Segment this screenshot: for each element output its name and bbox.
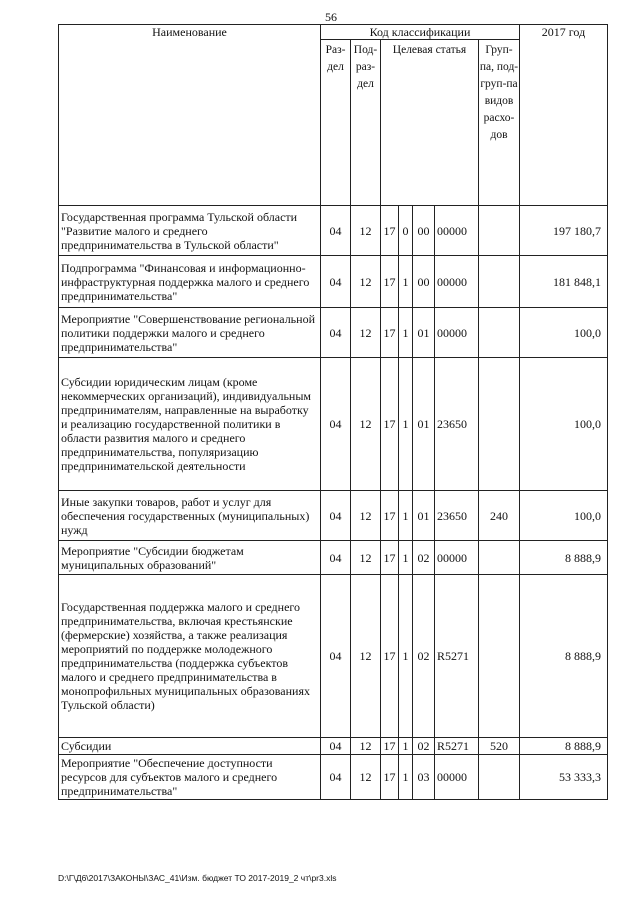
table-row [59, 755, 608, 800]
table-row [59, 541, 608, 575]
row-cs3: 02 [413, 541, 435, 575]
row-cs2: 1 [399, 575, 413, 738]
row-amount: 100,0 [520, 358, 608, 491]
row-razdel: 04 [321, 541, 351, 575]
row-amount: 100,0 [520, 491, 608, 541]
header-podrazdel: Под-раз-дел [351, 40, 381, 206]
row-cs2: 1 [399, 491, 413, 541]
row-cs2: 1 [399, 755, 413, 800]
row-cs4: 00000 [435, 308, 479, 358]
page-number: 56 [325, 10, 337, 24]
header-target: Целевая статья [381, 40, 479, 206]
header-razdel: Раз-дел [321, 40, 351, 206]
row-razdel: 04 [321, 491, 351, 541]
row-kvr [479, 755, 520, 800]
row-cs2: 1 [399, 738, 413, 755]
row-razdel: 04 [321, 738, 351, 755]
row-cs4: 23650 [435, 358, 479, 491]
row-amount: 181 848,1 [520, 256, 608, 308]
row-podrazdel: 12 [351, 256, 381, 308]
row-cs4: R5271 [435, 575, 479, 738]
row-amount: 8 888,9 [520, 541, 608, 575]
row-cs3: 01 [413, 491, 435, 541]
row-razdel: 04 [321, 206, 351, 256]
row-cs1: 17 [381, 256, 399, 308]
row-cs1: 17 [381, 308, 399, 358]
row-kvr [479, 256, 520, 308]
row-cs4: 00000 [435, 541, 479, 575]
row-kvr [479, 575, 520, 738]
row-name: Мероприятие "Совершенствование региональной политики поддержки малого и среднего предпринимательства" [59, 308, 321, 358]
row-razdel: 04 [321, 575, 351, 738]
table-row [59, 358, 608, 491]
row-name: Мероприятие "Обеспечение доступности ресурсов для субъектов малого и среднего предпринимательства" [59, 755, 321, 800]
row-cs3: 00 [413, 206, 435, 256]
row-name: Государственная поддержка малого и среднего предпринимательства, включая крестьянские (фермерские) хозяйства, а также реализация мероприятий по поддержке молодежного предпринимательства (поддержка субъектов малого и среднего предпринимательства в монопрофильных муниципальных образованиях Тульской области) [59, 575, 321, 738]
table-row [59, 256, 608, 308]
row-amount: 8 888,9 [520, 575, 608, 738]
row-razdel: 04 [321, 256, 351, 308]
row-kvr [479, 358, 520, 491]
row-amount: 53 333,3 [520, 755, 608, 800]
row-cs2: 1 [399, 308, 413, 358]
row-podrazdel: 12 [351, 358, 381, 491]
row-cs3: 03 [413, 755, 435, 800]
row-name: Субсидии [59, 738, 321, 755]
row-podrazdel: 12 [351, 738, 381, 755]
row-razdel: 04 [321, 358, 351, 491]
row-cs2: 1 [399, 541, 413, 575]
row-amount: 197 180,7 [520, 206, 608, 256]
header-name: Наименование [59, 25, 321, 206]
row-kvr [479, 541, 520, 575]
row-amount: 8 888,9 [520, 738, 608, 755]
table-row [59, 491, 608, 541]
row-cs4: 00000 [435, 755, 479, 800]
row-cs4: 00000 [435, 206, 479, 256]
row-cs1: 17 [381, 575, 399, 738]
row-cs1: 17 [381, 206, 399, 256]
row-cs4: 00000 [435, 256, 479, 308]
row-name: Субсидии юридическим лицам (кроме некоммерческих организаций), индивидуальным предпринимателям, направленные на выработку и реализацию государственной политики в области развития малого и среднего предпринимательства, популяризацию предпринимательской деятельности [59, 358, 321, 491]
table-row [59, 206, 608, 256]
row-cs2: 0 [399, 206, 413, 256]
row-cs1: 17 [381, 738, 399, 755]
row-kvr [479, 206, 520, 256]
row-name: Государственная программа Тульской области "Развитие малого и среднего предпринимательства в Тульской области" [59, 206, 321, 256]
row-cs1: 17 [381, 541, 399, 575]
row-cs2: 1 [399, 358, 413, 491]
row-cs3: 02 [413, 738, 435, 755]
row-cs4: R5271 [435, 738, 479, 755]
row-podrazdel: 12 [351, 491, 381, 541]
row-razdel: 04 [321, 308, 351, 358]
row-name: Подпрограмма "Финансовая и информационно-инфраструктурная поддержка малого и среднего предпринимательства" [59, 256, 321, 308]
row-name: Иные закупки товаров, работ и услуг для обеспечения государственных (муниципальных) нужд [59, 491, 321, 541]
budget-table [58, 24, 608, 800]
row-cs2: 1 [399, 256, 413, 308]
row-name: Мероприятие "Субсидии бюджетам муниципальных образований" [59, 541, 321, 575]
row-cs3: 00 [413, 256, 435, 308]
header-group: Груп-па, под-груп-па видов расхо-дов [479, 40, 520, 206]
header-code-group: Код классификации [321, 25, 520, 40]
table-row [59, 738, 608, 755]
row-cs3: 01 [413, 358, 435, 491]
row-cs4: 23650 [435, 491, 479, 541]
row-kvr: 240 [479, 491, 520, 541]
row-cs1: 17 [381, 358, 399, 491]
row-podrazdel: 12 [351, 541, 381, 575]
row-cs1: 17 [381, 491, 399, 541]
row-cs3: 02 [413, 575, 435, 738]
table-row [59, 575, 608, 738]
row-podrazdel: 12 [351, 575, 381, 738]
row-podrazdel: 12 [351, 308, 381, 358]
row-kvr: 520 [479, 738, 520, 755]
row-podrazdel: 12 [351, 755, 381, 800]
header-year: 2017 год [520, 25, 608, 206]
row-razdel: 04 [321, 755, 351, 800]
row-amount: 100,0 [520, 308, 608, 358]
table-row [59, 308, 608, 358]
file-path-footer: D:\Г\Д6\2017\ЗАКОНЫ\ЗАС_41\Изм. бюджет ТО 2017-2019_2 чт\pr3.xls [58, 873, 337, 883]
row-cs3: 01 [413, 308, 435, 358]
row-kvr [479, 308, 520, 358]
row-cs1: 17 [381, 755, 399, 800]
row-podrazdel: 12 [351, 206, 381, 256]
